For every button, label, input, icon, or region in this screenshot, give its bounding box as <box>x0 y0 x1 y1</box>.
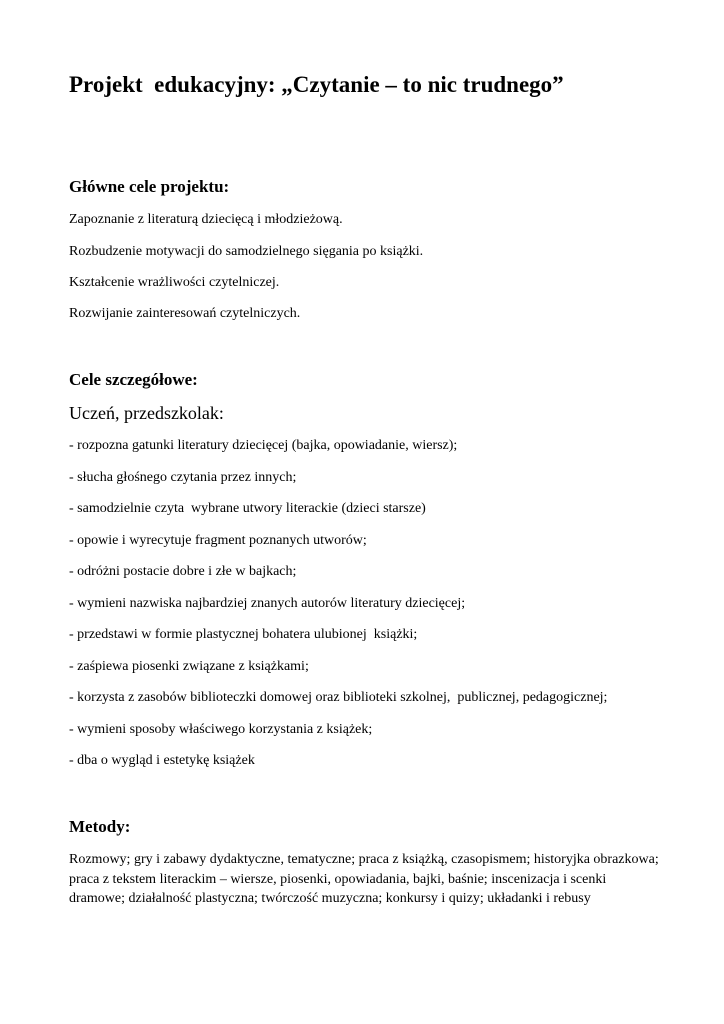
detailed-goals-subheading: Uczeń, przedszkolak: <box>69 403 224 423</box>
detailed-goal-item: - rozpozna gatunki literatury dziecięcej (bajka, opowiadanie, wiersz); <box>69 438 458 453</box>
detailed-goal-item: - zaśpiewa piosenki związane z książkami; <box>69 659 309 674</box>
main-goal-item: Kształcenie wrażliwości czytelniczej. <box>69 275 280 290</box>
detailed-goal-item: - przedstawi w formie plastycznej bohatera ulubionej książki; <box>69 627 418 642</box>
main-goal-item: Rozwijanie zainteresowań czytelniczych. <box>69 306 301 321</box>
detailed-goal-item: - dba o wygląd i estetykę książek <box>69 753 255 768</box>
document-title: Projekt edukacyjny: „Czytanie – to nic trudnego” <box>69 72 564 97</box>
main-goal-item: Zapoznanie z literaturą dziecięcą i młodzieżową. <box>69 212 343 227</box>
detailed-goal-item: - wymieni sposoby właściwego korzystania z książek; <box>69 722 373 737</box>
detailed-goal-item: - słucha głośnego czytania przez innych; <box>69 470 297 485</box>
detailed-goal-item: - opowie i wyrecytuje fragment poznanych utworów; <box>69 533 367 548</box>
main-goals-heading: Główne cele projektu: <box>69 177 230 196</box>
detailed-goal-item: - korzysta z zasobów biblioteczki domowej oraz biblioteki szkolnej, publicznej, pedagogicznej; <box>69 690 608 705</box>
detailed-goal-item: - wymieni nazwiska najbardziej znanych autorów literatury dziecięcej; <box>69 596 466 611</box>
methods-text: Rozmowy; gry i zabawy dydaktyczne, tematyczne; praca z książką, czasopismem; historyjka obrazkowa; praca z tekstem literackim – wiersze, piosenki, opowiadania, bajki, baśnie; inscenizacja i scenki dramowe; działalność plastyczna; twórczość muzyczna; konkursy i quizy; układanki i rebusy <box>69 852 659 906</box>
methods-heading: Metody: <box>69 817 131 836</box>
detailed-goals-heading: Cele szczegółowe: <box>69 370 198 389</box>
detailed-goal-item: - odróżni postacie dobre i złe w bajkach; <box>69 564 297 579</box>
detailed-goal-item: - samodzielnie czyta wybrane utwory literackie (dzieci starsze) <box>69 501 426 516</box>
main-goal-item: Rozbudzenie motywacji do samodzielnego sięgania po książki. <box>69 244 424 259</box>
